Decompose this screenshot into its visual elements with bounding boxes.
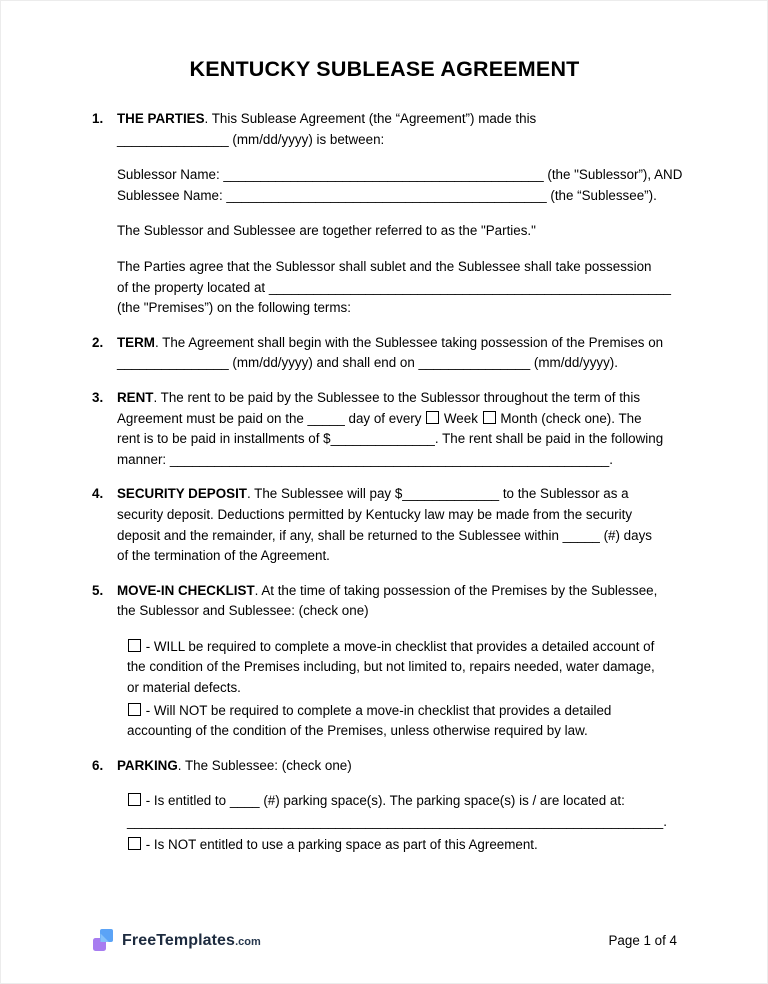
checkbox[interactable]	[128, 837, 141, 850]
text-line	[117, 484, 677, 505]
text-segment: . The Sublessee: (check one)	[177, 757, 352, 773]
checkbox[interactable]	[483, 411, 496, 424]
checkbox[interactable]	[128, 793, 141, 806]
paragraph	[117, 581, 677, 622]
text-line	[117, 353, 677, 374]
section-heading: SECURITY DEPOSIT	[117, 486, 247, 502]
paragraph	[117, 484, 677, 566]
text-segment: _______________ (mm/dd/yyyy) and shall end on _______________ (mm/dd/yyyy).	[117, 355, 618, 371]
section-content	[117, 756, 677, 855]
section-number: 3.	[92, 389, 104, 405]
text-line	[117, 388, 677, 409]
text-segment: . The Sublessee will pay $_____________ to the Sublessor as a	[246, 486, 629, 502]
text-segment: Month (check one). The	[496, 410, 642, 426]
text-line	[117, 257, 677, 278]
paragraph	[127, 701, 677, 742]
paragraph	[117, 257, 677, 319]
text-line	[117, 165, 683, 186]
text-line	[117, 221, 677, 242]
footer	[92, 928, 677, 953]
checkbox[interactable]	[128, 703, 141, 716]
text-segment: the Sublessor and Sublessee: (check one)	[117, 603, 369, 619]
text-segment: accounting of the condition of the Premises, unless otherwise required by law.	[127, 723, 588, 739]
text-segment: ________________________________________________________________________.	[127, 814, 667, 830]
paragraph	[117, 221, 677, 242]
section-heading: TERM	[117, 334, 155, 350]
checkbox[interactable]	[128, 639, 141, 652]
text-line	[127, 835, 677, 856]
brand-suffix: .com	[235, 935, 261, 948]
text-segment: The Parties agree that the Sublessor shall sublet and the Sublessee shall take possession	[117, 258, 652, 274]
text-line	[127, 812, 677, 833]
text-segment: Agreement must be paid on the _____ day of every	[117, 410, 426, 426]
section-number: 6.	[92, 757, 104, 773]
section-number: 1.	[92, 111, 104, 126]
text-line	[127, 637, 677, 658]
text-line	[117, 130, 677, 151]
section-content	[117, 484, 677, 566]
text-segment: The Sublessor and Sublessee are together referred to as the "Parties."	[117, 223, 536, 239]
section-content	[117, 388, 677, 470]
text-segment: - WILL be required to complete a move-in checklist that provides a detailed account of	[142, 638, 655, 654]
text-line	[117, 581, 677, 602]
text-segment: of the termination of the Agreement.	[117, 548, 330, 564]
text-segment: manner: ___________________________________________________________.	[117, 451, 613, 467]
page-number: Page 1 of 4	[608, 933, 677, 948]
text-segment: Week	[440, 410, 482, 426]
text-line	[127, 721, 677, 742]
text-line	[117, 109, 677, 130]
section-security-deposit	[92, 484, 677, 566]
section-move-in-checklist	[92, 581, 677, 742]
freetemplates-logo-icon	[92, 928, 115, 953]
paragraph	[127, 791, 677, 832]
checkbox[interactable]	[426, 411, 439, 424]
text-segment: . This Sublease Agreement (the “Agreement”) made this	[204, 111, 537, 126]
text-segment: Sublessee Name: ___________________________________________ (the “Sublessee”).	[117, 187, 657, 203]
text-segment: . The Agreement shall begin with the Sublessee taking possession of the Premises on	[154, 334, 664, 350]
section-heading: THE PARTIES	[117, 111, 205, 126]
document-body	[1, 1, 767, 855]
text-line	[127, 657, 677, 678]
text-line	[117, 505, 677, 526]
text-segment: rent is to be paid in installments of $______________. The rent shall be paid in the following	[117, 431, 664, 447]
text-segment: (the "Premises”) on the following terms:	[117, 300, 351, 316]
text-line	[117, 429, 677, 450]
text-segment: security deposit. Deductions permitted by Kentucky law may be made from the security	[117, 506, 633, 522]
section-heading: MOVE-IN CHECKLIST	[117, 582, 255, 598]
text-segment: or material defects.	[127, 680, 241, 696]
paragraph	[117, 388, 677, 470]
text-segment: - Is NOT entitled to use a parking space as part of this Agreement.	[142, 836, 538, 852]
document-title: KENTUCKY SUBLEASE AGREEMENT	[189, 57, 580, 81]
brand-name: FreeTemplates	[122, 931, 236, 949]
section-content	[117, 333, 677, 374]
text-line	[127, 791, 677, 812]
text-line	[117, 601, 677, 622]
brand-logo	[92, 928, 261, 953]
text-line	[117, 278, 677, 299]
paragraph	[127, 835, 677, 856]
text-line	[117, 526, 677, 547]
section-content	[117, 581, 677, 742]
section-heading: RENT	[117, 389, 154, 405]
paragraph	[117, 109, 677, 150]
text-segment: . At the time of taking possession of the Premises by the Sublessee,	[254, 582, 658, 598]
text-segment: - Will NOT be required to complete a move-in checklist that provides a detailed	[142, 702, 612, 718]
text-line	[117, 450, 677, 471]
section-number: 4.	[92, 486, 104, 502]
text-line	[117, 186, 677, 207]
text-segment: Sublessor Name: ___________________________________________ (the "Sublessor”), AND	[117, 167, 683, 183]
text-line	[117, 333, 677, 354]
text-line	[127, 701, 677, 722]
text-segment: _______________ (mm/dd/yyyy) is between:	[117, 131, 385, 147]
text-line	[117, 546, 677, 567]
text-segment: . The rent to be paid by the Sublessee to the Sublessor throughout the term of this	[153, 389, 641, 405]
text-segment: of the property located at ______________________________________________________	[117, 279, 672, 295]
text-line	[117, 298, 677, 319]
text-segment: - Is entitled to ____ (#) parking space(s). The parking space(s) is / are located at:	[142, 793, 625, 809]
paragraph	[117, 756, 677, 777]
sections-container	[92, 109, 683, 855]
section-parking	[92, 756, 677, 855]
paragraph	[127, 637, 677, 699]
text-segment: the condition of the Premises including, but not limited to, repairs needed, water damage,	[127, 659, 655, 675]
section-number: 5.	[92, 582, 104, 598]
section-content	[117, 109, 683, 319]
text-segment: deposit and the remainder, if any, shall be returned to the Sublessee within _____ (#) days	[117, 527, 652, 543]
section-rent	[92, 388, 677, 470]
section-heading: PARKING	[117, 757, 178, 773]
section-parties	[92, 109, 683, 319]
text-line	[117, 756, 677, 777]
text-line	[127, 678, 677, 699]
section-number: 2.	[92, 334, 104, 350]
paragraph	[117, 333, 677, 374]
text-line	[117, 409, 677, 430]
section-term	[92, 333, 677, 374]
paragraph	[117, 165, 683, 206]
